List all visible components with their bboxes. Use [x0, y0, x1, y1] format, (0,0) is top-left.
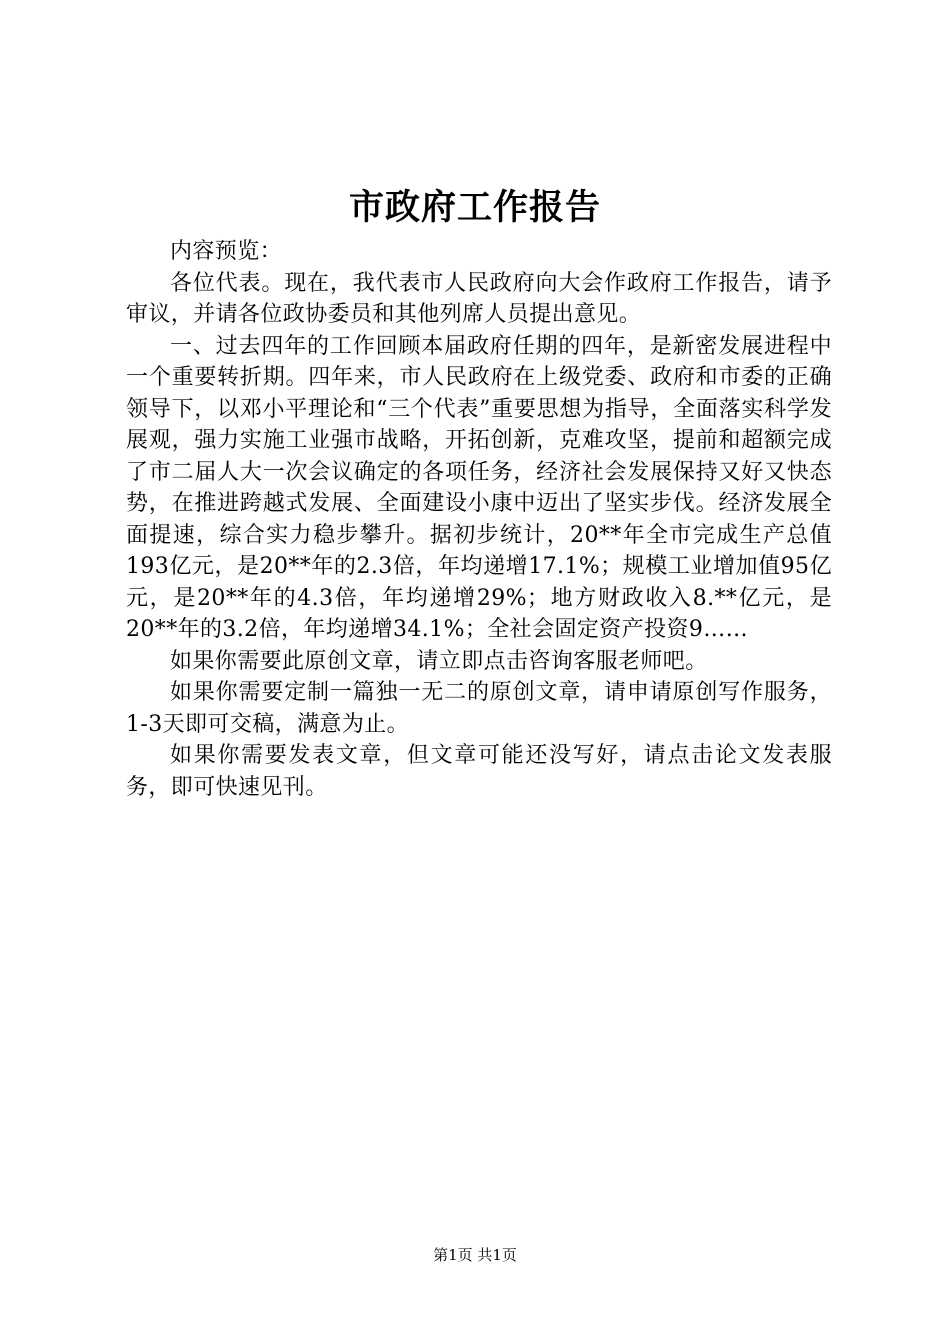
- preview-label: 内容预览：: [170, 239, 283, 264]
- body-paragraph: 各位代表。现在，我代表市人民政府向大会作政府工作报告，请予审议，并请各位政协委员和其他列席人员提出意见。: [126, 270, 832, 327]
- consult-link-paragraph[interactable]: 如果你需要此原创文章，请立即点击咨询客服老师吧。: [170, 648, 708, 674]
- page-number-footer: 第1页 共1页: [433, 1246, 517, 1264]
- document-title: 市政府工作报告: [348, 187, 601, 228]
- custom-writing-paragraph[interactable]: 如果你需要定制一篇独一无二的原创文章，请申请原创写作服务，1-3天即可交稿，满意为止。: [126, 680, 832, 737]
- document-body: [126, 236, 832, 803]
- body-paragraph: 一、过去四年的工作回顾本届政府任期的四年，是新密发展进程中一个重要转折期。四年来，市人民政府在上级党委、政府和市委的正确领导下，以邓小平理论和“三个代表”重要思想为指导，全面落实科学发展观，强力实施工业强市战略，开拓创新，克难攻坚，提前和超额完成了市二届人大一次会议确定的各项任务，经济社会发展保持又好又快态势，在推进跨越式发展、全面建设小康中迈出了坚实步伐。经济发展全面提速，综合实力稳步攀升。据初步统计，20**年全市完成生产总值193亿元，是20**年的2.3倍，年均递增17.1%；规模工业增加值95亿元，是20**年的4.3倍，年均递增29%；地方财政收入8.**亿元，是20**年的3.2倍，年均递增34.1%；全社会固定资产投资9……: [126, 333, 832, 642]
- publishing-service-paragraph[interactable]: 如果你需要发表文章，但文章可能还没写好，请点击论文发表服务，即可快速见刊。: [126, 743, 832, 800]
